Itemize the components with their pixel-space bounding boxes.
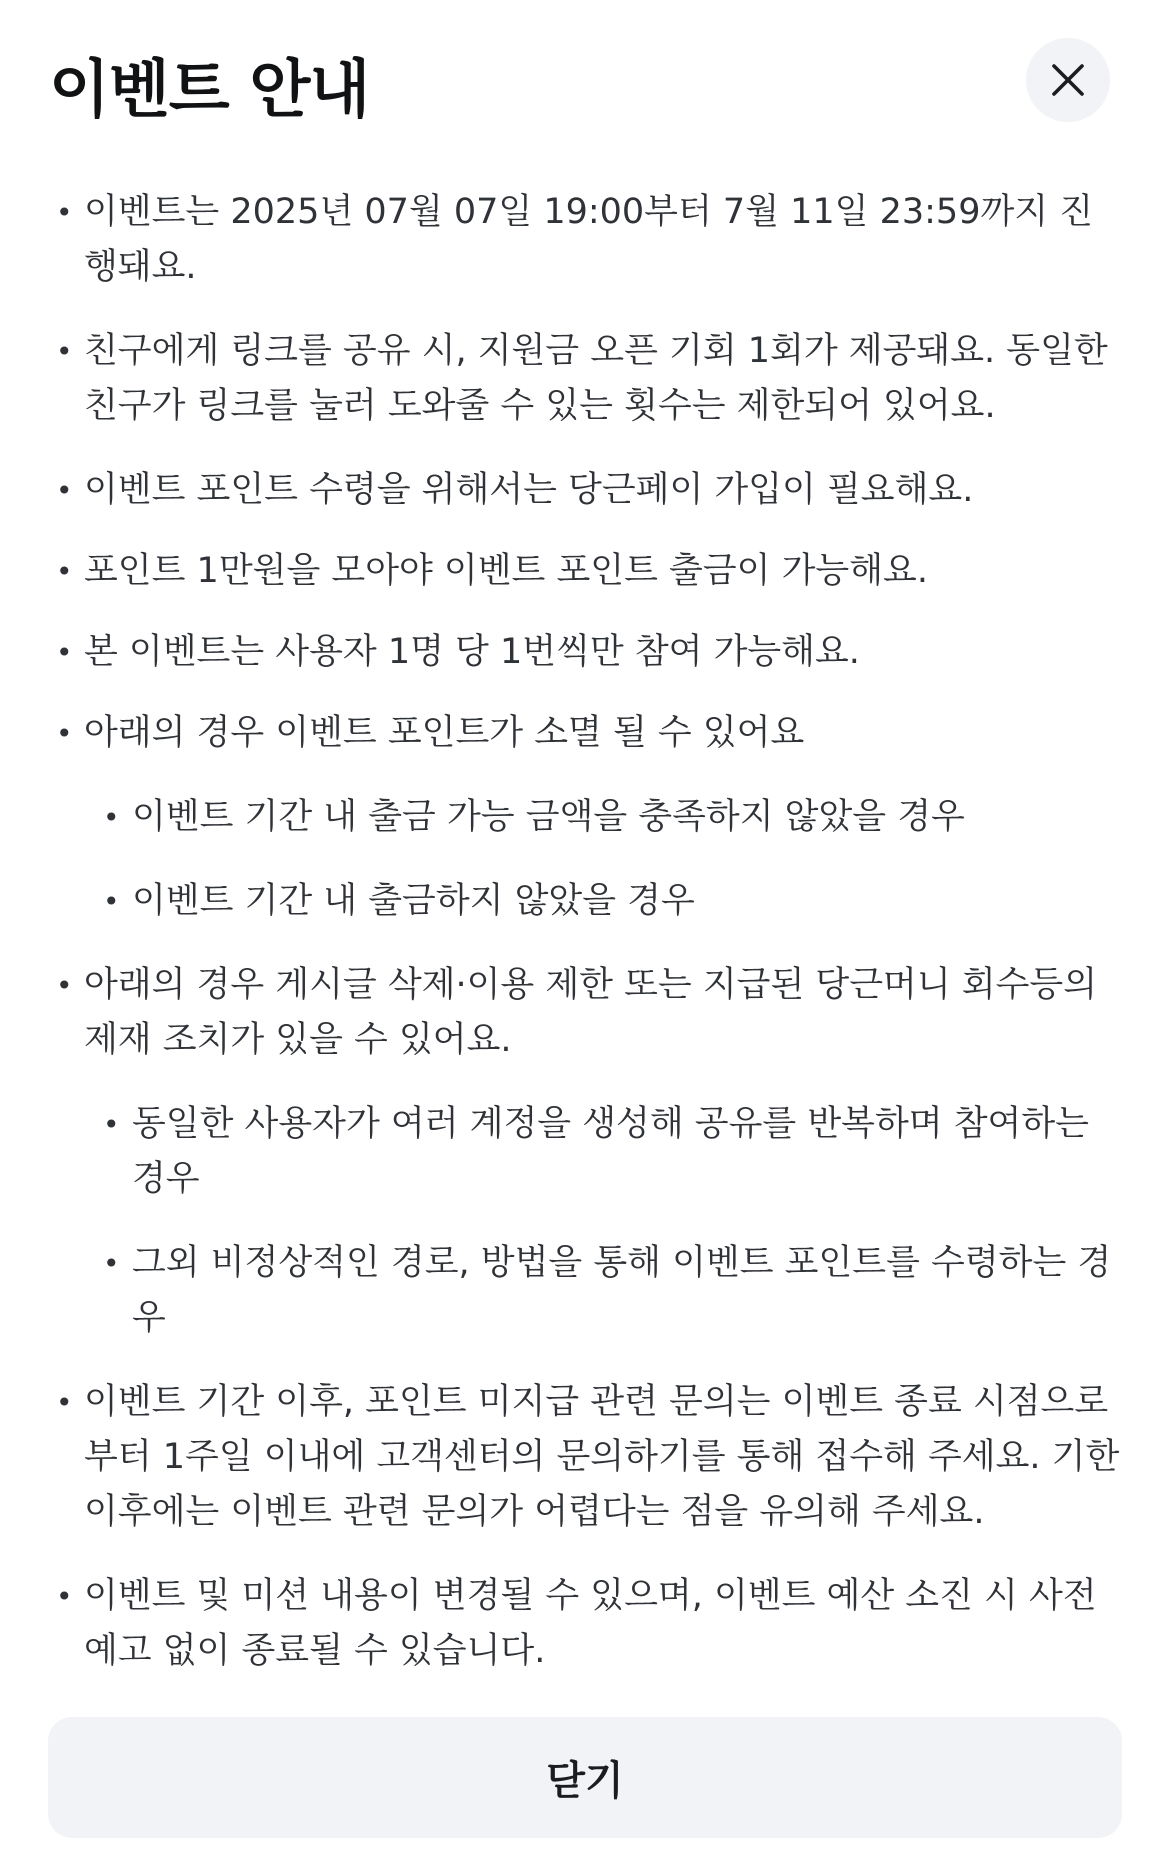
bullet-dot: • xyxy=(56,474,73,507)
notice-text: 친구에게 링크를 공유 시, 지원금 오픈 기회 1회가 제공돼요. 동일한 친구가 링크를 눌러 도와줄 수 있는 횟수는 제한되어 있어요. xyxy=(84,331,1108,426)
bullet-dot: • xyxy=(56,335,73,368)
sub-notice-item xyxy=(84,1236,1124,1346)
sub-notice-item xyxy=(84,790,1124,845)
close-button[interactable] xyxy=(1026,38,1110,122)
notice-text: 아래의 경우 게시글 삭제·이용 제한 또는 지급된 당근머니 회수등의 제재 조치가 있을 수 있어요. xyxy=(84,965,1098,1060)
bullet-dot: • xyxy=(103,1247,120,1280)
sub-notice-list xyxy=(84,1097,1124,1346)
notice-text: 이벤트 및 미션 내용이 변경될 수 있으며, 이벤트 예산 소진 시 사전 예고 없이 종료될 수 있습니다. xyxy=(84,1576,1097,1671)
notice-item xyxy=(49,625,1124,680)
notice-list xyxy=(49,185,1124,1708)
bullet-dot: • xyxy=(56,636,73,669)
dialog-title: 이벤트 안내 xyxy=(49,53,370,126)
notice-item xyxy=(49,544,1124,599)
bullet-dot: • xyxy=(103,801,120,834)
bullet-dot: • xyxy=(56,1386,73,1419)
notice-text: 본 이벤트는 사용자 1명 당 1번씩만 참여 가능해요. xyxy=(84,632,860,672)
sub-notice-list xyxy=(84,790,1124,929)
sub-notice-text: 이벤트 기간 내 출금하지 않았을 경우 xyxy=(132,881,695,921)
bullet-dot: • xyxy=(103,1108,120,1141)
notice-item xyxy=(49,463,1124,518)
bullet-dot: • xyxy=(56,717,73,750)
notice-text: 이벤트 포인트 수령을 위해서는 당근페이 가입이 필요해요. xyxy=(84,470,974,510)
bullet-dot: • xyxy=(56,1580,73,1613)
sub-notice-item xyxy=(84,874,1124,929)
sub-notice-item xyxy=(84,1097,1124,1207)
close-dialog-button[interactable]: 닫기 xyxy=(48,1717,1122,1838)
notice-item xyxy=(49,1375,1124,1540)
notice-text: 이벤트 기간 이후, 포인트 미지급 관련 문의는 이벤트 종료 시점으로부터 1주일 이내에 고객센터의 문의하기를 통해 접수해 주세요. 기한 이후에는 이벤트 관련 문의가 어렵다는 점을 유의해 주세요. xyxy=(84,1382,1120,1532)
notice-item xyxy=(49,706,1124,929)
bullet-dot: • xyxy=(103,885,120,918)
close-icon xyxy=(1051,63,1085,97)
notice-item xyxy=(49,324,1124,434)
notice-text: 아래의 경우 이벤트 포인트가 소멸 될 수 있어요 xyxy=(84,713,805,753)
bullet-dot: • xyxy=(56,196,73,229)
sub-notice-text: 그외 비정상적인 경로, 방법을 통해 이벤트 포인트를 수령하는 경우 xyxy=(132,1243,1112,1338)
notice-item xyxy=(49,185,1124,295)
notice-text: 포인트 1만원을 모아야 이벤트 포인트 출금이 가능해요. xyxy=(84,551,928,591)
notice-item xyxy=(49,958,1124,1346)
bullet-dot: • xyxy=(56,969,73,1002)
bullet-dot: • xyxy=(56,555,73,588)
sub-notice-text: 이벤트 기간 내 출금 가능 금액을 충족하지 않았을 경우 xyxy=(132,797,965,837)
sub-notice-text: 동일한 사용자가 여러 계정을 생성해 공유를 반복하며 참여하는 경우 xyxy=(132,1104,1089,1199)
notice-text: 이벤트는 2025년 07월 07일 19:00부터 7월 11일 23:59까지 진행돼요. xyxy=(84,192,1094,287)
notice-item xyxy=(49,1569,1124,1679)
